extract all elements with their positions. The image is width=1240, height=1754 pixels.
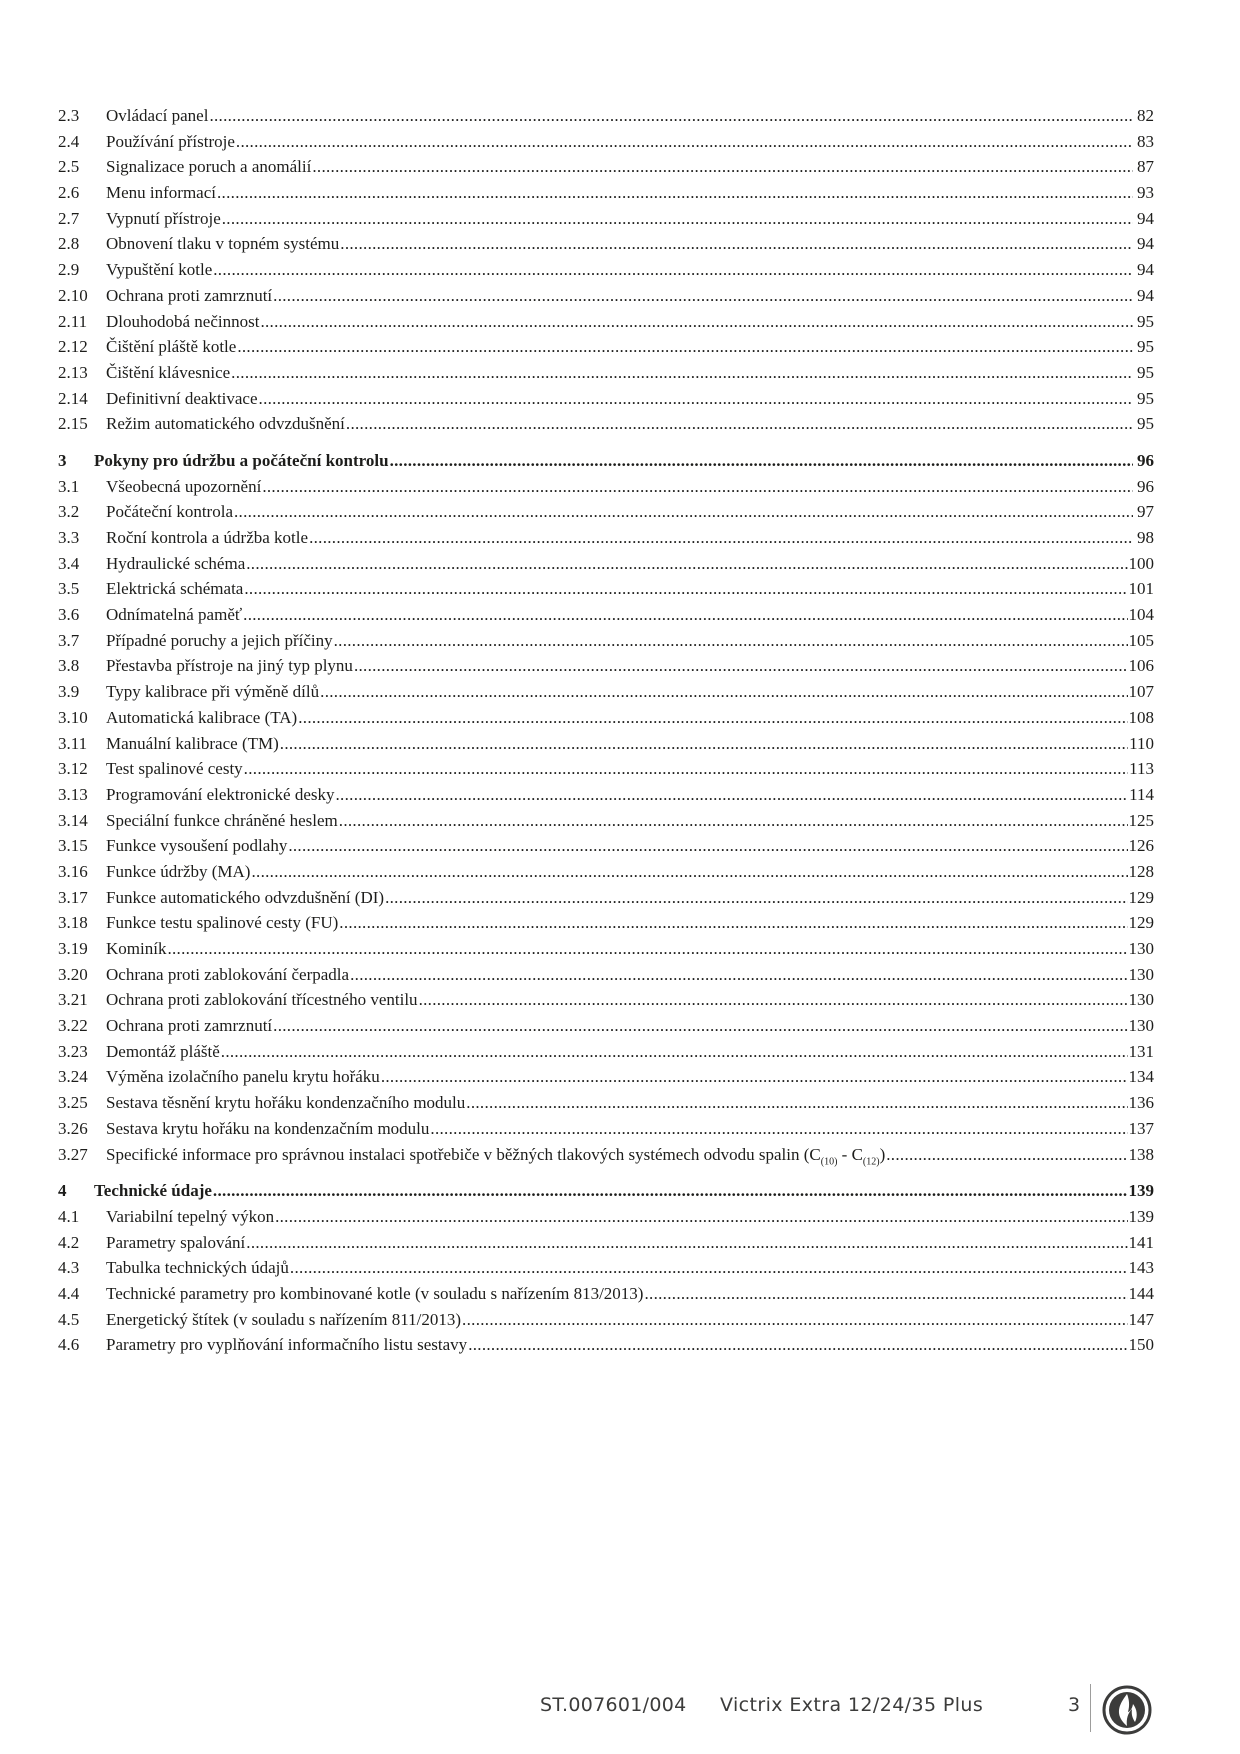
leader-dots <box>234 499 1133 525</box>
entry-page: 96 <box>1137 476 1154 496</box>
entry-page: 95 <box>1137 388 1154 408</box>
entry-title: Tabulka technických údajů <box>106 1258 289 1278</box>
leader-dots <box>340 231 1133 257</box>
entry-title: Přestavba přístroje na jiný typ plynu <box>106 656 353 676</box>
entry-title: Sestava těsnění krytu hořáku kondenzačního modulu <box>106 1093 466 1113</box>
toc-entry-4-1[interactable] <box>58 1204 1154 1230</box>
entry-title: Test spalinové cesty <box>106 759 243 779</box>
entry-number: 4.5 <box>58 1309 80 1329</box>
leader-dots <box>468 1332 1127 1358</box>
toc-entry-3-25[interactable] <box>58 1090 1154 1116</box>
entry-title: Výměna izolačního panelu krytu hořáku <box>106 1067 380 1087</box>
entry-title: Definitivní deaktivace <box>106 388 258 408</box>
leader-dots <box>244 576 1127 602</box>
toc-entry-3-8[interactable] <box>58 653 1154 679</box>
leader-dots <box>213 1178 1128 1204</box>
product-name: Victrix Extra 12/24/35 Plus <box>720 1694 984 1716</box>
entry-title: Signalizace poruch a anomálií <box>106 157 312 177</box>
leader-dots <box>221 1039 1128 1065</box>
leader-dots <box>237 334 1133 360</box>
entry-number: 2.8 <box>58 234 80 254</box>
toc-entry-3-2[interactable] <box>58 499 1154 525</box>
entry-page: 134 <box>1128 1067 1154 1087</box>
entry-number: 2.4 <box>58 131 80 151</box>
entry-number: 3.24 <box>58 1067 88 1087</box>
leader-dots <box>251 859 1127 885</box>
entry-title-end: ) <box>879 1144 886 1164</box>
entry-title <box>106 1142 885 1168</box>
chapter-title: Pokyny pro údržbu a počáteční kontrolu <box>94 450 389 470</box>
entry-number: 3.3 <box>58 528 80 547</box>
entry-page: 87 <box>1137 157 1154 177</box>
entry-title: Dlouhodobá nečinnost <box>106 311 260 331</box>
toc-entry-3-17[interactable] <box>58 885 1154 911</box>
entry-number: 3.7 <box>58 630 80 650</box>
entry-number: 2.3 <box>58 106 80 125</box>
leader-dots <box>346 411 1133 437</box>
entry-page: 141 <box>1128 1232 1154 1252</box>
entry-number: 3.13 <box>58 784 88 804</box>
toc-entry-3-27[interactable] <box>58 1142 1154 1168</box>
entry-number: 3.23 <box>58 1041 88 1061</box>
entry-number: 3.2 <box>58 502 80 522</box>
entry-number: 3.26 <box>58 1118 88 1138</box>
toc-entry-2-3[interactable] <box>58 103 1154 129</box>
entry-number: 2.9 <box>58 260 80 280</box>
entry-page: 105 <box>1128 630 1154 650</box>
leader-dots <box>246 551 1127 577</box>
entry-number: 2.14 <box>58 388 88 408</box>
section-4-list <box>58 1204 1154 1358</box>
entry-number: 3.1 <box>58 476 80 496</box>
leader-dots <box>309 525 1133 551</box>
entry-number: 2.10 <box>58 285 88 305</box>
toc-entry-3-1[interactable] <box>58 474 1154 500</box>
toc-entry-2-5[interactable] <box>58 154 1154 180</box>
toc-entry-3-20[interactable] <box>58 962 1154 988</box>
leader-dots <box>222 206 1133 232</box>
entry-title: Režim automatického odvzdušnění <box>106 414 345 434</box>
chapter-4-heading[interactable] <box>58 1178 1154 1204</box>
entry-number: 3.18 <box>58 913 88 933</box>
leader-dots <box>336 782 1129 808</box>
entry-page: 130 <box>1128 939 1154 958</box>
chapter-page: 139 <box>1128 1181 1154 1201</box>
entry-page: 129 <box>1128 913 1154 933</box>
toc-entry-2-12[interactable] <box>58 334 1154 360</box>
entry-page: 106 <box>1128 656 1154 676</box>
toc-entry-3-9[interactable] <box>58 679 1154 705</box>
entry-page: 110 <box>1129 733 1154 753</box>
entry-page: 139 <box>1128 1206 1154 1226</box>
entry-number: 2.6 <box>58 183 80 203</box>
toc-entry-2-15[interactable] <box>58 411 1154 437</box>
leader-dots <box>334 628 1128 654</box>
toc-entry-4-3[interactable] <box>58 1255 1154 1281</box>
entry-title: Ochrana proti zamrznutí <box>106 285 273 305</box>
toc-entry-2-14[interactable] <box>58 386 1154 412</box>
leader-dots <box>209 103 1133 129</box>
toc-entry-3-6[interactable] <box>58 602 1154 628</box>
entry-number: 3.21 <box>58 990 88 1010</box>
leader-dots <box>273 283 1133 309</box>
entry-page: 100 <box>1128 553 1154 573</box>
entry-page: 138 <box>1128 1144 1154 1164</box>
leader-dots <box>290 1255 1128 1281</box>
entry-page: 128 <box>1128 861 1154 881</box>
entry-title: Automatická kalibrace (TA) <box>106 707 298 727</box>
entry-page: 137 <box>1128 1118 1154 1138</box>
entry-page: 95 <box>1137 414 1154 434</box>
leader-dots <box>320 679 1127 705</box>
entry-number: 3.15 <box>58 836 88 856</box>
entry-number: 3.10 <box>58 707 88 727</box>
leader-dots <box>381 1064 1128 1090</box>
chapter-title: Technické údaje <box>94 1181 212 1201</box>
entry-page: 136 <box>1128 1093 1154 1113</box>
entry-page: 98 <box>1137 528 1154 547</box>
entry-title: Technické parametry pro kombinované kotle (v souladu s nařízením 813/2013) <box>106 1283 644 1303</box>
toc-entry-2-7[interactable] <box>58 206 1154 232</box>
leader-dots <box>167 936 1127 962</box>
entry-title: Parametry pro vyplňování informačního listu sestavy <box>106 1335 468 1355</box>
entry-title: Manuální kalibrace (TM) <box>106 733 279 753</box>
entry-number: 4.2 <box>58 1232 80 1252</box>
entry-title: Funkce údržby (MA) <box>106 861 251 881</box>
entry-page: 107 <box>1128 682 1154 702</box>
toc-entry-3-5[interactable] <box>58 576 1154 602</box>
entry-title: Energetický štítek (v souladu s nařízením 811/2013) <box>106 1309 462 1329</box>
toc-entry-3-21[interactable] <box>58 987 1154 1013</box>
toc-entry-3-3[interactable] <box>58 525 1154 551</box>
entry-title: Čištění klávesnice <box>106 362 231 382</box>
immergas-flame-logo-icon <box>1102 1685 1152 1735</box>
leader-dots <box>243 602 1127 628</box>
entry-title: Všeobecná upozornění <box>106 476 262 496</box>
toc-entry-3-16[interactable] <box>58 859 1154 885</box>
entry-page: 95 <box>1137 362 1154 382</box>
entry-title: Funkce testu spalinové cesty (FU) <box>106 913 339 933</box>
entry-page: 130 <box>1128 990 1154 1010</box>
entry-title-mid: - C <box>837 1144 863 1164</box>
entry-number: 2.12 <box>58 337 88 357</box>
entry-number: 3.17 <box>58 887 88 907</box>
leader-dots <box>354 653 1128 679</box>
entry-number: 4.3 <box>58 1258 80 1278</box>
toc-entry-2-13[interactable] <box>58 360 1154 386</box>
entry-number: 3.25 <box>58 1093 88 1113</box>
entry-page: 126 <box>1128 836 1154 856</box>
entry-page: 129 <box>1128 887 1154 907</box>
footer-divider <box>1090 1684 1091 1732</box>
entry-number: 3.5 <box>58 579 80 599</box>
entry-number: 3.19 <box>58 939 88 958</box>
entry-page: 82 <box>1137 106 1154 125</box>
entry-page: 130 <box>1128 964 1154 984</box>
entry-number: 3.9 <box>58 682 80 702</box>
entry-number: 3.6 <box>58 605 80 625</box>
entry-page: 95 <box>1137 311 1154 331</box>
entry-title-main: Specifické informace pro správnou instalaci spotřebiče v běžných tlakových systémech odvodu spalin (C <box>106 1144 821 1164</box>
entry-page: 131 <box>1128 1041 1154 1061</box>
entry-number: 3.11 <box>58 733 88 753</box>
entry-title: Hydraulické schéma <box>106 553 246 573</box>
entry-page: 101 <box>1128 579 1154 599</box>
entry-title: Typy kalibrace při výměně dílů <box>106 682 320 702</box>
entry-title: Demontáž pláště <box>106 1041 220 1061</box>
entry-page: 97 <box>1137 502 1154 522</box>
entry-number: 2.11 <box>58 311 88 331</box>
toc-entry-2-9[interactable] <box>58 257 1154 283</box>
toc-entry-3-18[interactable] <box>58 910 1154 936</box>
entry-number: 2.13 <box>58 362 88 382</box>
chapter-number: 4 <box>58 1181 67 1201</box>
entry-title: Elektrická schémata <box>106 579 244 599</box>
entry-page: 94 <box>1137 285 1154 305</box>
page-number: 3 <box>1068 1694 1081 1716</box>
leader-dots <box>312 154 1133 180</box>
entry-title: Ochrana proti zablokování třícestného ventilu <box>106 990 418 1010</box>
entry-title: Variabilní tepelný výkon <box>106 1206 275 1226</box>
toc-entry-3-11[interactable] <box>58 731 1154 757</box>
leader-dots <box>246 1230 1127 1256</box>
toc-entry-3-7[interactable] <box>58 628 1154 654</box>
leader-dots <box>260 309 1133 335</box>
toc-entry-3-14[interactable] <box>58 808 1154 834</box>
leader-dots <box>462 1307 1127 1333</box>
entry-page: 94 <box>1137 208 1154 228</box>
toc-entry-4-5[interactable] <box>58 1307 1154 1333</box>
leader-dots <box>350 962 1127 988</box>
entry-title: Odnímatelná paměť <box>106 605 243 625</box>
entry-number: 4.4 <box>58 1283 80 1303</box>
entry-title: Programování elektronické desky <box>106 784 335 804</box>
subscript-10: (10) <box>820 1155 838 1167</box>
entry-page: 83 <box>1137 131 1154 151</box>
entry-title: Počáteční kontrola <box>106 502 233 522</box>
entry-title: Funkce automatického odvzdušnění (DI) <box>106 887 385 907</box>
section-3-list <box>58 474 1154 1142</box>
toc-entry-3-15[interactable] <box>58 833 1154 859</box>
entry-title: Případné poruchy a jejich příčiny <box>106 630 333 650</box>
leader-dots <box>339 808 1128 834</box>
section-2-list <box>58 103 1154 437</box>
entry-title: Používání přístroje <box>106 131 235 151</box>
entry-page: 113 <box>1129 759 1154 779</box>
leader-dots <box>262 474 1133 500</box>
entry-title: Vypnutí přístroje <box>106 208 221 228</box>
entry-title: Ovládací panel <box>106 106 209 125</box>
entry-page: 143 <box>1128 1258 1154 1278</box>
leader-dots <box>385 885 1127 911</box>
entry-page: 114 <box>1129 784 1154 804</box>
toc-entry-2-10[interactable] <box>58 283 1154 309</box>
entry-number: 3.20 <box>58 964 88 984</box>
entry-title: Sestava krytu hořáku na kondenzačním modulu <box>106 1118 430 1138</box>
entry-number: 3.16 <box>58 861 88 881</box>
entry-number: 3.27 <box>58 1144 88 1164</box>
leader-dots <box>213 257 1133 283</box>
chapter-3-heading[interactable] <box>58 448 1154 474</box>
table-of-contents <box>58 103 1154 1358</box>
entry-number: 2.5 <box>58 157 80 177</box>
entry-title: Obnovení tlaku v topném systému <box>106 234 340 254</box>
leader-dots <box>419 987 1128 1013</box>
entry-number: 2.7 <box>58 208 80 228</box>
entry-number: 3.22 <box>58 1016 88 1036</box>
entry-page: 147 <box>1128 1309 1154 1329</box>
toc-entry-4-6[interactable] <box>58 1332 1154 1358</box>
toc-entry-3-26[interactable] <box>58 1116 1154 1142</box>
entry-page: 125 <box>1128 810 1154 830</box>
leader-dots <box>886 1142 1127 1168</box>
page-footer <box>0 1684 1240 1734</box>
chapter-page: 96 <box>1137 450 1154 470</box>
toc-entry-3-22[interactable] <box>58 1013 1154 1039</box>
entry-title: Ochrana proti zablokování čerpadla <box>106 964 350 984</box>
entry-title: Vypuštění kotle <box>106 260 213 280</box>
entry-title: Ochrana proti zamrznutí <box>106 1016 273 1036</box>
entry-page: 130 <box>1128 1016 1154 1036</box>
entry-title: Funkce vysoušení podlahy <box>106 836 288 856</box>
toc-entry-3-19[interactable] <box>58 936 1154 962</box>
leader-dots <box>339 910 1127 936</box>
entry-number: 2.15 <box>58 414 88 434</box>
entry-number: 3.14 <box>58 810 88 830</box>
toc-entry-3-23[interactable] <box>58 1039 1154 1065</box>
leader-dots <box>644 1281 1127 1307</box>
toc-entry-3-10[interactable] <box>58 705 1154 731</box>
leader-dots <box>217 180 1133 206</box>
leader-dots <box>236 129 1133 155</box>
toc-entry-3-4[interactable] <box>58 551 1154 577</box>
entry-title: Menu informací <box>106 183 216 203</box>
chapter-number: 3 <box>58 450 67 470</box>
entry-number: 4.6 <box>58 1335 80 1355</box>
toc-entry-4-2[interactable] <box>58 1230 1154 1256</box>
entry-title: Roční kontrola a údržba kotle <box>106 528 309 547</box>
toc-entry-2-11[interactable] <box>58 309 1154 335</box>
leader-dots <box>390 448 1133 474</box>
entry-number: 3.8 <box>58 656 80 676</box>
leader-dots <box>280 731 1128 757</box>
leader-dots <box>244 756 1128 782</box>
entry-page: 104 <box>1128 605 1154 625</box>
leader-dots <box>298 705 1127 731</box>
entry-page: 94 <box>1137 260 1154 280</box>
leader-dots <box>231 360 1133 386</box>
leader-dots <box>288 833 1127 859</box>
leader-dots <box>275 1204 1127 1230</box>
entry-title: Speciální funkce chráněné heslem <box>106 810 338 830</box>
entry-number: 3.4 <box>58 553 80 573</box>
entry-title: Parametry spalování <box>106 1232 246 1252</box>
toc-entry-3-13[interactable] <box>58 782 1154 808</box>
entry-page: 95 <box>1137 337 1154 357</box>
entry-page: 150 <box>1128 1335 1154 1355</box>
toc-entry-3-12[interactable] <box>58 756 1154 782</box>
entry-page: 93 <box>1137 183 1154 203</box>
leader-dots <box>259 386 1133 412</box>
entry-title: Čištění pláště kotle <box>106 337 237 357</box>
leader-dots <box>466 1090 1127 1116</box>
entry-page: 108 <box>1128 707 1154 727</box>
leader-dots <box>273 1013 1127 1039</box>
entry-title: Kominík <box>106 939 167 958</box>
toc-entry-4-4[interactable] <box>58 1281 1154 1307</box>
entry-number: 3.12 <box>58 759 88 779</box>
toc-entry-2-8[interactable] <box>58 231 1154 257</box>
toc-entry-2-6[interactable] <box>58 180 1154 206</box>
document-code: ST.007601/004 <box>540 1694 687 1716</box>
entry-page: 94 <box>1137 234 1154 254</box>
toc-entry-3-24[interactable] <box>58 1064 1154 1090</box>
leader-dots <box>430 1116 1127 1142</box>
entry-number: 4.1 <box>58 1206 80 1226</box>
toc-entry-2-4[interactable] <box>58 129 1154 155</box>
subscript-12: (12) <box>862 1155 880 1167</box>
entry-page: 144 <box>1128 1283 1154 1303</box>
